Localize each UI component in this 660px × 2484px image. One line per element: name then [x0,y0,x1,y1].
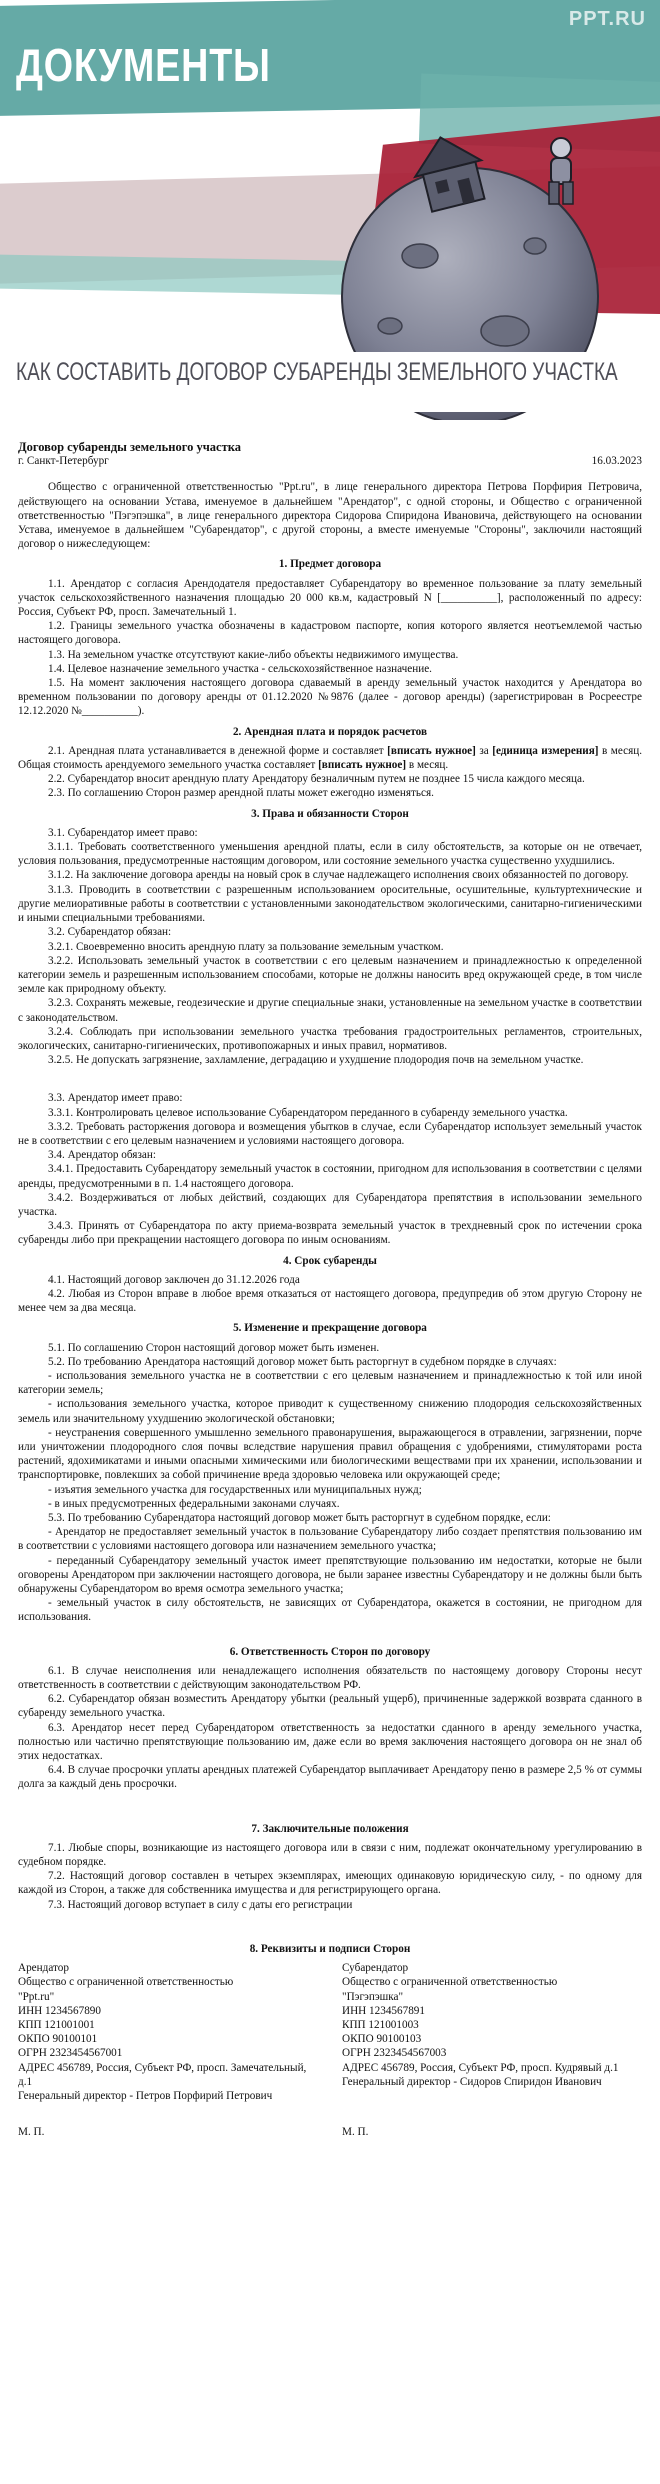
ogrn: ОГРН 2323454567001 [18,2047,123,2060]
preamble: Общество с ограниченной ответственностью "Ppt.ru", в лице генерального директора Петрова Порфирия Петровича, действующего на основании Устава, именуемое в дальнейшем "Арендатор", с одной стороны, и Общество с ограниченной ответственностью "Пэгэпэшка", в лице генерального директора Сидорова Спиридона Ивановича, действующего на основании Устава, именуемое в дальнейшем "Субарендатор", с другой стороны, а вместе именуемые "Стороны", заключили настоящий договор о нижеследующем: [18,481,642,551]
clause: 3.1. Субарендатор имеет право: [48,826,198,839]
director: Генеральный директор - Петров Порфирий Петрович [18,2089,273,2102]
article-title: КАК СОСТАВИТЬ ДОГОВОР СУБАРЕНДЫ ЗЕМЕЛЬНОГО УЧАСТКА [16,358,618,386]
clause: 5.2. По требованию Арендатора настоящий договор может быть расторгнут в судебном порядке в случаях: [48,1355,557,1368]
party-role: Субарендатор [342,1962,409,1975]
clause: - в иных предусмотренных федеральными законами случаях. [48,1497,340,1510]
placeholder-text: [вписать нужное] [387,744,476,757]
lessee-requisites [18,1961,318,2103]
clause: 5.3. По требованию Субарендатора настоящий договор может быть расторгнут в судебном порядке, если: [48,1512,551,1525]
section-heading: 5. Изменение и прекращение договора [233,1322,427,1335]
clause: 1.4. Целевое назначение земельного участка - сельскохозяйственное назначение. [48,662,432,675]
company-name: Общество с ограниченной ответственностью [18,1976,234,1989]
section-heading: 6. Ответственность Сторон по договору [229,1645,431,1658]
site-watermark: PPT.RU [568,8,646,30]
company-name: Общество с ограниченной ответственностью [342,1976,558,1989]
party-role: Арендатор [18,1962,69,1975]
address: АДРЕС 456789, Россия, Субъект РФ, просп. Кудрявый д.1 [342,2061,619,2074]
placeholder-text: [вписать нужное] [318,759,407,772]
director: Генеральный директор - Сидоров Спиридон Иванович [342,2075,602,2088]
party-requisites [18,1961,642,2103]
clause: 3.4.2. Воздерживаться от любых действий, создающих для Субарендатора препятствия в использовании земельного участка. [18,1191,642,1218]
kpp: КПП 121001003 [342,2018,419,2031]
clause: - Арендатор не предоставляет земельный участок в пользование Субарендатору либо создает препятствия пользованию им в соответствии с условиями настоящего договора или назначением земельного участка; [18,1526,642,1553]
clause: - земельный участок в силу обстоятельств, не зависящих от Субарендатора, окажется в состоянии, не пригодном для использования. [18,1597,642,1624]
planet-crater [481,316,529,346]
section-heading: 1. Предмет договора [278,558,382,571]
clause: 3.2.5. Не допускать загрязнение, захламление, деградацию и ухудшение плодородия почв на земельном участке. [48,1054,584,1067]
planet-crater [402,244,438,268]
clause: 4.2. Любая из Сторон вправе в любое время отказаться от настоящего договора, предупредив об этом другую Сторону не менее чем за два месяца. [18,1287,642,1315]
clause: 3.2.3. Сохранять межевые, геодезические и другие специальные знаки, установленные на земельном участке в соответствии с законодательством. [18,997,642,1024]
sublessee-requisites [342,1961,642,2103]
clause: - переданный Субарендатору земельный участок имеет препятствующие пользованию им недостатки, которые не были оговорены Арендатором при заключении настоящего договора, не были заранее известны Субарендатору и не должны были быть обнаружены Субарендатором во время осмотра земельного участка; [18,1554,642,1596]
clause: 7.1. Любые споры, возникающие из настоящего договора или в связи с ним, подлежат окончательному урегулированию в судебном порядке. [18,1841,642,1869]
clause: 3.4. Арендатор обязан: [48,1149,156,1162]
clause: 2.3. По соглашению Сторон размер арендной платы может ежегодно изменяться. [48,787,434,800]
banner-title: ДОКУМЕНТЫ [16,39,271,91]
section-heading: 8. Реквизиты и подписи Сторон [249,1942,411,1955]
address: АДРЕС 456789, Россия, Субъект РФ, просп. Замечательный, д.1 [18,2061,307,2088]
placeholder-text: [единица измерения] [492,744,599,757]
section-heading: 4. Срок субаренды [283,1254,377,1267]
clause: 3.3.2. Требовать расторжения договора и возмещения убытков в случае, если Субарендатор использует земельный участок не в соответствии с его целевым назначением и условиями настоящего договора. [18,1120,642,1147]
clause: 7.3. Настоящий договор вступает в силу с даты его регистрации [48,1898,353,1911]
clause: 3.4.3. Принять от Субарендатора по акту приема-возврата земельный участок в трехдневный срок по истечении срока субаренды либо при прекращении настоящего договора по иным основаниям. [18,1220,642,1247]
header-banner [0,0,660,420]
city: г. Санкт-Петербург [18,455,109,468]
document-title: Договор субаренды земельного участка [18,440,241,454]
planet-crater [378,318,402,334]
stamp-row [18,2125,642,2139]
clause: 6.4. В случае просрочки уплаты арендных платежей Субарендатор выплачивает Арендатору пеню в размере 2,5 % от суммы долга за каждый день просрочки. [18,1764,642,1791]
clause: 3.1.2. На заключение договора аренды на новый срок в случае надлежащего исполнения своих обязанностей по договору. [48,869,629,882]
kpp: КПП 121001001 [18,2018,95,2031]
planet-crater [524,238,546,254]
clause: - использования земельного участка не в соответствии с его целевым назначением и принадлежностью к той или иной категории земель; [18,1369,642,1397]
inn: ИНН 1234567890 [18,2004,101,2017]
clause: 3.3. Арендатор имеет право: [48,1092,183,1105]
clause: 3.2.4. Соблюдать при использовании земельного участка требования градостроительных регламентов, строительных, экологических, санитарно-гигиенических, противопожарных и иных правил, нормативов. [18,1025,642,1052]
clause: 3.3.1. Контролировать целевое использование Субарендатором переданного в субаренду земельного участка. [48,1106,568,1119]
clause: - использования земельного участка, которое приводит к существенному снижению плодородия сельскохозяйственных земель или значительному ухудшению экологической обстановки; [18,1398,642,1425]
clause: 1.5. На момент заключения настоящего договора сдаваемый в аренду земельный участок находится у Арендатора во временном пользовании по договору аренды от 01.12.2020 №9876 (далее - договор аренды) (зарегистрирован в Росреестре 12.12.2020 №__________). [18,677,642,718]
clause: 2.2. Субарендатор вносит арендную плату Арендатору безналичным путем не позднее 15 числа каждого месяца. [48,773,585,786]
clause: - неустранения совершенного умышленно земельного правонарушения, выражающегося в отравлении, загрязнении, порче или уничтожении плодородного слоя почвы вследствие нарушения правил обращения с удобрениями, стимуляторами роста растений, ядохимикатами и иными опасными химическими или биологическими веществами при их хранении, использовании и транспортировке, повлекших за собой причинение вреда здоровью человека или окружающей среде; [18,1426,642,1482]
contract-document [18,440,642,2139]
clause: 7.2. Настоящий договор составлен в четырех экземплярах, имеющих одинаковую юридическую силу, - по одному для каждой из Сторон, а также для собственника имущества и для регистрирующего органа. [18,1870,642,1897]
ogrn: ОГРН 2323454567003 [342,2047,447,2060]
clause: 2.1. Арендная плата устанавливается в денежной форме и составляет [вписать нужное] за [единица измерения] в месяц. Общая стоимость арендуемого земельного участка составляет [вписать нужное] в месяц. [18,744,642,772]
clause: 5.1. По соглашению Сторон настоящий договор может быть изменен. [48,1341,380,1354]
clause: 3.2.2. Использовать земельный участок в соответствии с его целевым назначением и принадлежностью к определенной категории земель и разрешенным использованием способами, которые не должны наносить вред окружающей среде, в том числе земле как природному объекту. [18,954,642,996]
clause: 6.3. Арендатор несет перед Субарендатором ответственность за недостатки сданного в аренду земельного участка, полностью или частично препятствующие пользованию им, даже если во время заключения настоящего договора он не знал об этих недостатках. [18,1721,642,1763]
clause: 3.2.1. Своевременно вносить арендную плату за пользование земельным участком. [48,940,444,953]
clause: 3.4.1. Предоставить Субарендатору земельный участок в состоянии, пригодном для использования в соответствии с целями аренды, предусмотренными в п. 1.4 настоящего договора. [18,1163,642,1190]
section-heading: 3. Права и обязанности Сторон [251,807,409,820]
okpo: ОКПО 90100103 [342,2033,422,2046]
clause: 4.1. Настоящий договор заключен до 31.12.2026 года [48,1273,300,1286]
clause: 3.1.3. Проводить в соответствии с разрешенным использованием оросительные, осушительные, культуртехнические и другие мелиоративные работы в соответствии с установленными законодательством экологическими, санитарно-гигиеническими и иными специальными требованиями. [18,883,642,925]
inn: ИНН 1234567891 [342,2004,425,2017]
company-name-short: "Пэгэпэшка" [342,1990,404,2003]
clause: 1.3. На земельном участке отсутствуют какие-либо объекты недвижимого имущества. [48,648,459,661]
person-icon [549,138,573,204]
clause: 3.1.1. Требовать соответственного уменьшения арендной платы, если в силу обстоятельств, за которые он не отвечает, условия пользования, предусмотренные настоящим договором, или состояние земельного участка существенно ухудшились. [18,841,642,868]
clause: 1.2. Границы земельного участка обозначены в кадастровом паспорте, копия которого является неотъемлемой частью настоящего договора. [18,620,642,647]
clause: 3.2. Субарендатор обязан: [48,926,172,939]
clause: 1.1. Арендатор с согласия Арендодателя предоставляет Субарендатору во временное пользование за плату земельный участок сельскохозяйственного назначения площадью 20 000 кв.м, кадастровый N [__________], расположенный по адресу: Россия, Субъект РФ, просп. Замечательный 1. [18,577,642,619]
section-heading: 2. Арендная плата и порядок расчетов [232,725,428,738]
stamp-place-right: М. П. [342,2126,369,2139]
clause: 6.1. В случае неисполнения или ненадлежащего исполнения обязательств по настоящему договору Стороны несут ответственность в соответствии с действующим законодательством РФ. [18,1664,642,1692]
stamp-place-left: М. П. [18,2126,45,2139]
date: 16.03.2023 [591,455,642,468]
clause: 6.2. Субарендатор обязан возместить Арендатору убытки (реальный ущерб), причиненные задержкой возврата сданного в субаренду земельного участка. [18,1693,642,1720]
section-heading: 7. Заключительные положения [251,1822,409,1835]
city-date-row [18,454,642,468]
clause: - изъятия земельного участка для государственных или муниципальных нужд; [48,1483,422,1496]
okpo: ОКПО 90100101 [18,2033,98,2046]
company-name-short: "Ppt.ru" [18,1990,55,2003]
